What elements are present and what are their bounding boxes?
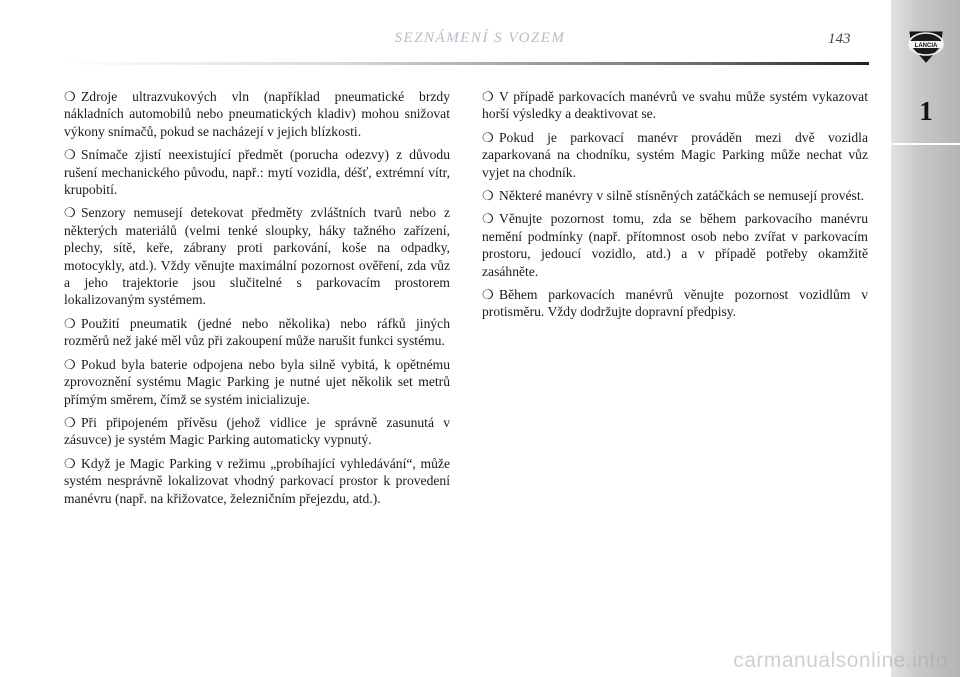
bullet-circle-icon: ❍ xyxy=(482,287,494,303)
left-column xyxy=(64,88,450,513)
bullet-item xyxy=(482,187,868,204)
page-header-title: SEZNÁMENÍ S VOZEM xyxy=(394,30,566,46)
bullet-circle-icon: ❍ xyxy=(64,315,76,331)
bullet-text: Snímače zjistí neexistující předmět (porucha odezvy) z důvodu rušení mechanického původu, např.: mytí vozidla, déšť, extrémní vítr, krupobití. xyxy=(64,147,450,198)
bullet-text: Věnujte pozornost tomu, zda se během parkovacího manévru nemění podmínky (např. přítomnost osob nebo zvířat v parkovacím prostoru, jedoucí vozidlo, atd.) a v případě potřeby okamžitě zasáhněte. xyxy=(482,211,868,279)
bullet-text: Když je Magic Parking v režimu „probíhající vyhledávání“, může systém nesprávně lokalizovat vhodný parkovací prostor k provedení manévru (např. na křižovatce, železničním přejezdu, atd.). xyxy=(64,455,450,506)
page-number: 143 xyxy=(828,31,851,47)
chapter-number: 1 xyxy=(919,96,933,126)
bullet-circle-icon: ❍ xyxy=(482,89,494,104)
bullet-circle-icon: ❍ xyxy=(64,89,76,104)
bullet-circle-icon: ❍ xyxy=(482,211,494,227)
bullet-text: Některé manévry v silně stísněných zatáčkách se nemusejí provést. xyxy=(499,188,865,204)
side-tab-divider xyxy=(891,143,960,145)
lancia-logo-icon xyxy=(905,26,947,64)
bullet-item xyxy=(64,204,450,308)
bullet-circle-icon: ❍ xyxy=(64,205,76,221)
bullet-text: Zdroje ultrazvukových vln (například pneumatické brzdy nákladních automobilů nebo pneumatických kladiv) mohou snižovat výkony snímačů, pokud se nacházejí v jejich blízkosti. xyxy=(64,89,450,139)
bullet-circle-icon: ❍ xyxy=(64,356,76,372)
bullet-item xyxy=(482,286,868,321)
bullet-text: Pokud byla baterie odpojena nebo byla silně vybitá, k opětnému zprovoznění systému Magic Parking je nutné ujet několik set metrů přímým směrem, čímž se systém inicializuje. xyxy=(64,356,450,407)
bullet-text: Během parkovacích manévrů věnujte pozornost vozidlům v protisměru. Vždy dodržujte dopravní předpisy. xyxy=(482,287,868,320)
watermark: carmanualsonline.info xyxy=(733,649,948,672)
bullet-item xyxy=(482,129,868,181)
bullet-item xyxy=(64,356,450,408)
bullet-circle-icon: ❍ xyxy=(64,147,76,163)
logo-lettering: LANCIA xyxy=(914,43,938,49)
bullet-circle-icon: ❍ xyxy=(482,188,494,204)
bullet-item xyxy=(64,414,450,449)
bullet-text: Senzory nemusejí detekovat předměty zvláštních tvarů nebo z některých materiálů (velmi tenké sloupky, háky tažného zařízení, plechy, sítě, keře, zábrany proti parkování, koše na odpadky, motocykly, atd.). Vždy věnujte maximální pozornost ověření, zda vůz a jeho trajektorie jsou slučitelné s parkovacím prostorem lokalizovaným systémem. xyxy=(64,205,450,308)
bullet-text: Při připojeném přívěsu (jehož vidlice je správně zasunutá v zásuvce) je systém Magic Parking automaticky vypnutý. xyxy=(64,414,450,448)
bullet-text: Použití pneumatik (jedné nebo několika) nebo ráfků jiných rozměrů než jaké měl vůz při zakoupení může narušit funkci systému. xyxy=(64,315,450,349)
bullet-text: Pokud je parkovací manévr prováděn mezi dvě vozidla zaparkovaná na chodníku, systém Magic Parking může nechat vůz vyjet na chodník. xyxy=(482,129,868,180)
header-rule xyxy=(63,62,869,65)
bullet-circle-icon: ❍ xyxy=(64,455,76,471)
bullet-item xyxy=(482,210,868,280)
bullet-item xyxy=(64,315,450,350)
bullet-circle-icon: ❍ xyxy=(482,129,494,145)
bullet-circle-icon: ❍ xyxy=(64,414,76,430)
bullet-item xyxy=(482,88,868,123)
bullet-item xyxy=(64,146,450,198)
bullet-item xyxy=(64,88,450,140)
bullet-item xyxy=(64,455,450,507)
bullet-text: V případě parkovacích manévrů ve svahu může systém vykazovat horší výsledky a deaktivovat se. xyxy=(482,89,868,122)
right-column xyxy=(482,88,868,327)
